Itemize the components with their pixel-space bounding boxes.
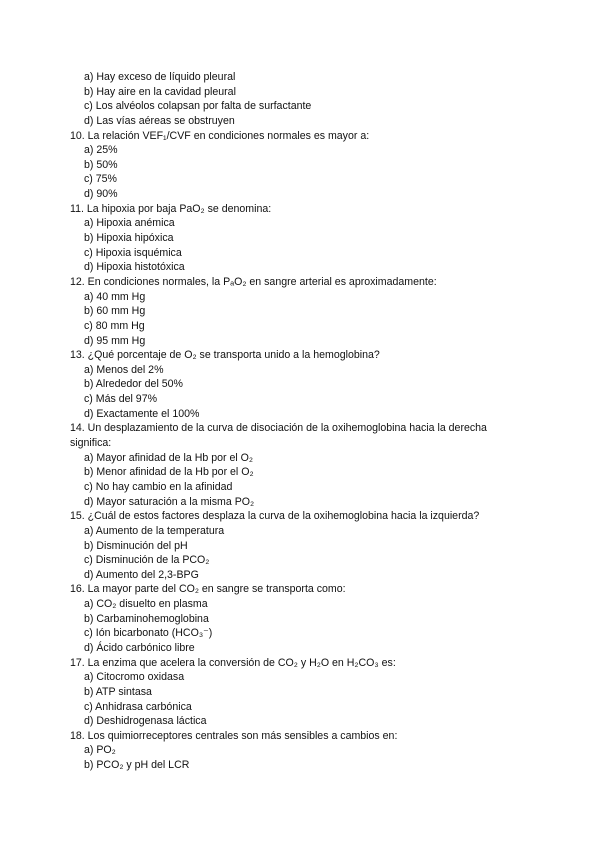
answer-option: c) Ión bicarbonato (HCO₃⁻) [84,627,213,640]
answer-option: d) Mayor saturación a la misma PO₂ [84,495,255,508]
answer-option: c) Disminución de la PCO₂ [84,554,210,567]
answer-option: c) Hipoxia isquémica [84,246,182,259]
answer-option: d) Exactamente el 100% [84,407,200,420]
answer-option: c) Más del 97% [84,393,158,406]
answer-option: d) 95 mm Hg [84,334,146,347]
answer-option: a) Hay exceso de líquido pleural [84,71,236,83]
answer-option: b) Menor afinidad de la Hb por el O₂ [84,466,254,479]
question-text: 17. La enzima que acelera la conversión de CO₂ y H₂O en H₂CO₃ es: [70,656,396,669]
question-text: 14. Un desplazamiento de la curva de disociación de la oxihemoglobina hacia la derecha [70,422,487,435]
question-text: 15. ¿Cuál de estos factores desplaza la curva de la oxihemoglobina hacia la izquierda? [70,510,480,523]
answer-option: b) 60 mm Hg [84,305,146,318]
answer-option: c) No hay cambio en la afinidad [84,480,233,493]
question-text: significa: [70,437,112,450]
answer-option: b) Carbaminohemoglobina [84,612,209,625]
question-list [70,70,540,773]
answer-option: b) ATP sintasa [84,685,152,698]
answer-option: d) Las vías aéreas se obstruyen [84,114,235,127]
answer-option: d) Aumento del 2,3-BPG [84,568,199,581]
question-text: 16. La mayor parte del CO₂ en sangre se transporta como: [70,583,346,596]
answer-option: b) Hipoxia hipóxica [84,232,174,245]
answer-option: a) 25% [84,144,118,157]
answer-option: b) Disminución del pH [84,539,188,552]
answer-option: a) Hipoxia anémica [84,217,175,230]
answer-option: a) PO₂ [84,744,116,757]
question-text: 12. En condiciones normales, la PₐO₂ en sangre arterial es aproximadamente: [70,275,437,288]
answer-option: c) Anhidrasa carbónica [84,700,192,713]
answer-option: a) Aumento de la temperatura [84,524,225,537]
answer-option: c) 75% [84,173,117,186]
question-text: 10. La relación VEF₁/CVF en condiciones normales es mayor a: [70,129,370,142]
answer-option: d) Ácido carbónico libre [84,641,195,654]
answer-option: a) Citocromo oxidasa [84,671,185,684]
question-text: 13. ¿Qué porcentaje de O₂ se transporta unido a la hemoglobina? [70,349,380,362]
answer-option: b) PCO₂ y pH del LCR [84,759,190,772]
answer-option: b) Hay aire en la cavidad pleural [84,85,236,98]
answer-option: c) 80 mm Hg [84,319,145,332]
answer-option: a) CO₂ disuelto en plasma [84,598,208,611]
answer-option: a) Mayor afinidad de la Hb por el O₂ [84,451,253,464]
answer-option: c) Los alvéolos colapsan por falta de surfactante [84,100,312,113]
question-text: 11. La hipoxia por baja PaO₂ se denomina: [70,202,272,215]
answer-option: d) Hipoxia histotóxica [84,261,185,274]
answer-option: b) Alrededor del 50% [84,378,183,391]
answer-option: a) 40 mm Hg [84,290,146,303]
answer-option: b) 50% [84,158,118,171]
answer-option: a) Menos del 2% [84,363,164,376]
answer-option: d) 90% [84,188,118,201]
question-text: 18. Los quimiorreceptores centrales son más sensibles a cambios en: [70,729,398,742]
answer-option: d) Deshidrogenasa láctica [84,715,207,728]
